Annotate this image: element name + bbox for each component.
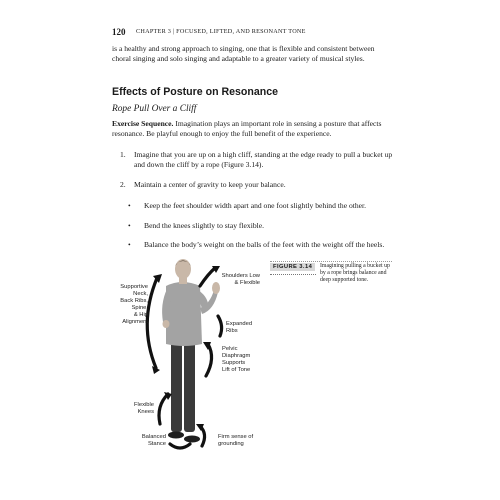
arrow-shoulders bbox=[200, 268, 215, 286]
person-hand-low bbox=[163, 320, 170, 328]
annotation-shoulders: Shoulders Low & Flexible bbox=[221, 273, 260, 286]
person-hand-raised bbox=[212, 282, 220, 294]
arrow-pelvic bbox=[206, 344, 212, 376]
person-shoe-right bbox=[184, 436, 200, 443]
caption-rule bbox=[270, 274, 316, 275]
person-leg-left bbox=[171, 340, 182, 432]
page-number: 120 bbox=[112, 27, 126, 37]
step-number: 1. bbox=[120, 150, 126, 159]
person-head bbox=[175, 259, 191, 279]
bullet-text: Balance the body’s weight on the balls of the feet with the weight off the heels. bbox=[144, 240, 385, 249]
annotation-knees: Flexible Knees bbox=[134, 402, 154, 415]
exercise-label: Exercise Sequence. bbox=[112, 119, 174, 128]
exercise-paragraph bbox=[112, 119, 394, 140]
caption-rule-top bbox=[270, 261, 392, 262]
figure-label: FIGURE 3.14 bbox=[270, 263, 315, 271]
exercise-text: Imagination plays an important role in sensing a posture that affects resonance. Be playful enough to enjoy the full benefit of the experience. bbox=[112, 119, 382, 139]
intro-paragraph: is a healthy and strong approach to singing, one that is flexible and consistent between choral singing and solo singing and adaptable to a greater variety of musical styles. bbox=[112, 44, 375, 64]
posture-figure bbox=[110, 256, 390, 456]
annotation-supportive: Supportive Neck, Back Ribs, Spine, & Hip Alignment bbox=[120, 284, 148, 325]
step-text: Imagine that you are up on a high cliff, standing at the edge ready to pull a bucket up and down the cliff by a rope (Figure 3.14). bbox=[134, 150, 393, 170]
running-head bbox=[112, 27, 392, 39]
arrow-knees bbox=[159, 394, 168, 424]
bullet-icon: • bbox=[128, 240, 131, 249]
bullet-icon: • bbox=[128, 201, 131, 210]
arrow-ribs bbox=[218, 316, 222, 336]
bullet-text: Bend the knees slightly to stay flexible. bbox=[144, 221, 265, 230]
step-text: Maintain a center of gravity to keep your balance. bbox=[134, 180, 286, 189]
person-leg-right bbox=[184, 340, 195, 432]
bullet-text: Keep the feet shoulder width apart and one foot slightly behind the other. bbox=[144, 201, 367, 210]
bullet-icon: • bbox=[128, 221, 131, 230]
figure-caption-text: Imagining pulling a bucket up by a rope brings balance and deep supported tone. bbox=[320, 263, 390, 284]
section-heading: Effects of Posture on Resonance bbox=[112, 86, 279, 98]
person-shoe-left bbox=[168, 432, 184, 439]
annotation-ribs: Expanded Ribs bbox=[226, 321, 253, 334]
annotation-stance: Balanced Stance bbox=[141, 434, 166, 447]
step-number: 2. bbox=[120, 180, 126, 189]
person-torso bbox=[166, 282, 202, 346]
arrow-supportive bbox=[147, 278, 157, 368]
annotation-grounding: Firm sense of grounding bbox=[218, 434, 254, 447]
annotation-pelvic: Pelvic Diaphragm Supports Lift of Tone bbox=[222, 346, 251, 373]
exercise-subheading: Rope Pull Over a Cliff bbox=[112, 104, 197, 114]
arrow-stance bbox=[170, 444, 190, 448]
chapter-title: CHAPTER 3 | FOCUSED, LIFTED, AND RESONANT TONE bbox=[136, 28, 306, 35]
